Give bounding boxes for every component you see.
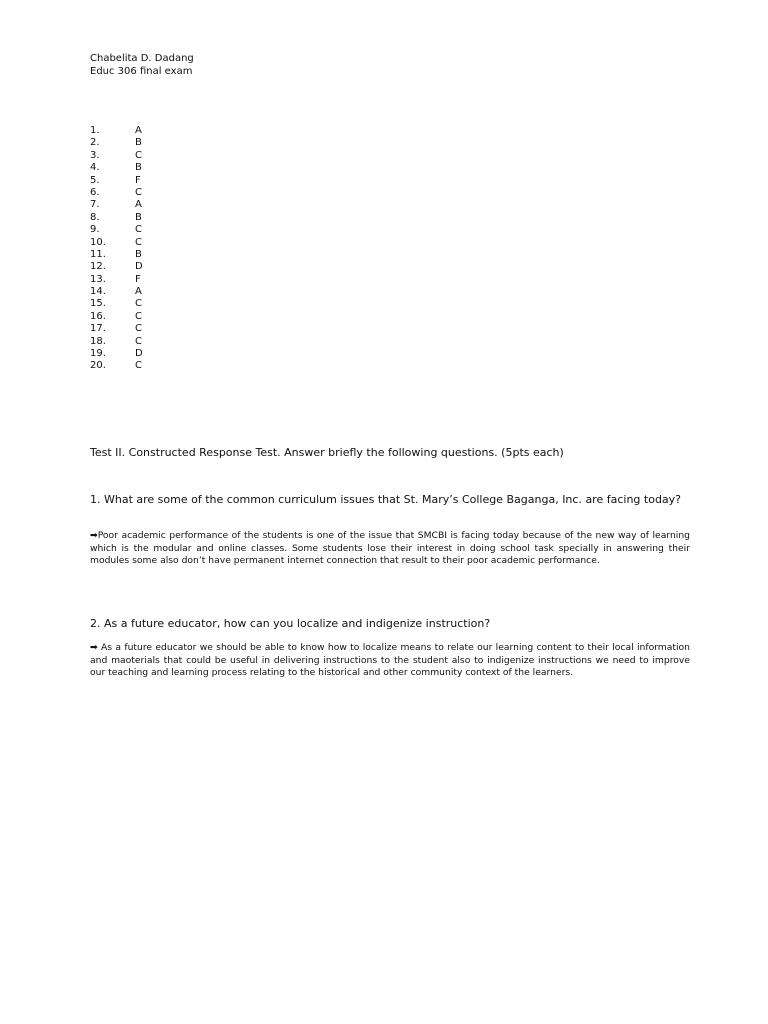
answer-number: 4. bbox=[90, 162, 100, 174]
answer-number: 2. bbox=[90, 137, 100, 149]
answer-1: ➡Poor academic performance of the students is one of the issue that SMCBI is facing today because of the new way of learning which is the modular and online classes. Some students lose their interest in doing school task specially in answering their modules some also don’t have permanent internet connection that result to their poor academic performance. bbox=[90, 530, 690, 566]
answer-letter: B bbox=[135, 211, 142, 223]
answer-letter: A bbox=[135, 286, 142, 298]
answer-letter: D bbox=[135, 261, 143, 273]
answer-number: 1. bbox=[90, 125, 100, 136]
question-1: 1. What are some of the common curriculum issues that St. Mary’s College Baganga, Inc. are facing today? bbox=[90, 493, 682, 506]
answer-number: 14. bbox=[90, 286, 106, 298]
answer-letter: F bbox=[135, 174, 141, 186]
answer-number: 11. bbox=[90, 248, 106, 260]
answer-letter: C bbox=[135, 335, 142, 347]
exam-title: Educ 306 final exam bbox=[90, 66, 193, 77]
answer-letter: A bbox=[135, 199, 142, 211]
answer-number: 12. bbox=[90, 261, 106, 273]
answer-number: 15. bbox=[90, 298, 106, 310]
answer-letter: C bbox=[135, 360, 142, 372]
answer-number: 16. bbox=[90, 310, 106, 322]
answer-number: 5. bbox=[90, 174, 100, 186]
answer-2: ➡ As a future educator we should be able to know how to localize means to relate our learning content to their local information and maoterials that could be useful in delivering instructions to the student also to indigenize instructions we need to improve our teaching and learning process relating to the historical and other community context of the learners. bbox=[90, 642, 690, 678]
student-name: Chabelita D. Dadang bbox=[90, 53, 194, 64]
answer-letter: C bbox=[135, 186, 142, 198]
document-header bbox=[90, 52, 194, 78]
answer-letter: C bbox=[135, 224, 142, 236]
answer-letter: A bbox=[135, 125, 142, 136]
answer-letter: C bbox=[135, 236, 142, 248]
answer-number: 7. bbox=[90, 199, 100, 211]
answer-letter: C bbox=[135, 323, 142, 335]
answer-number: 20. bbox=[90, 360, 106, 372]
answer-number: 19. bbox=[90, 348, 106, 360]
answer-letter: C bbox=[135, 298, 142, 310]
answer-letter: C bbox=[135, 310, 142, 322]
answer-number: 13. bbox=[90, 273, 106, 285]
answer-letter: F bbox=[135, 273, 141, 285]
answer-letter: C bbox=[135, 149, 142, 161]
test-ii-heading: Test II. Constructed Response Test. Answer briefly the following questions. (5pts each) bbox=[90, 446, 564, 459]
question-2: 2. As a future educator, how can you localize and indigenize instruction? bbox=[90, 617, 491, 630]
answer-number: 17. bbox=[90, 323, 106, 335]
answer-number: 6. bbox=[90, 186, 100, 198]
answer-number: 9. bbox=[90, 224, 100, 236]
answer-number: 10. bbox=[90, 236, 106, 248]
answer-letter: B bbox=[135, 137, 142, 149]
answer-letter: B bbox=[135, 162, 142, 174]
answer-number: 8. bbox=[90, 211, 100, 223]
answer-letter: B bbox=[135, 248, 142, 260]
answer-number: 3. bbox=[90, 149, 100, 161]
answer-letter: D bbox=[135, 348, 143, 360]
answer-number: 18. bbox=[90, 335, 106, 347]
